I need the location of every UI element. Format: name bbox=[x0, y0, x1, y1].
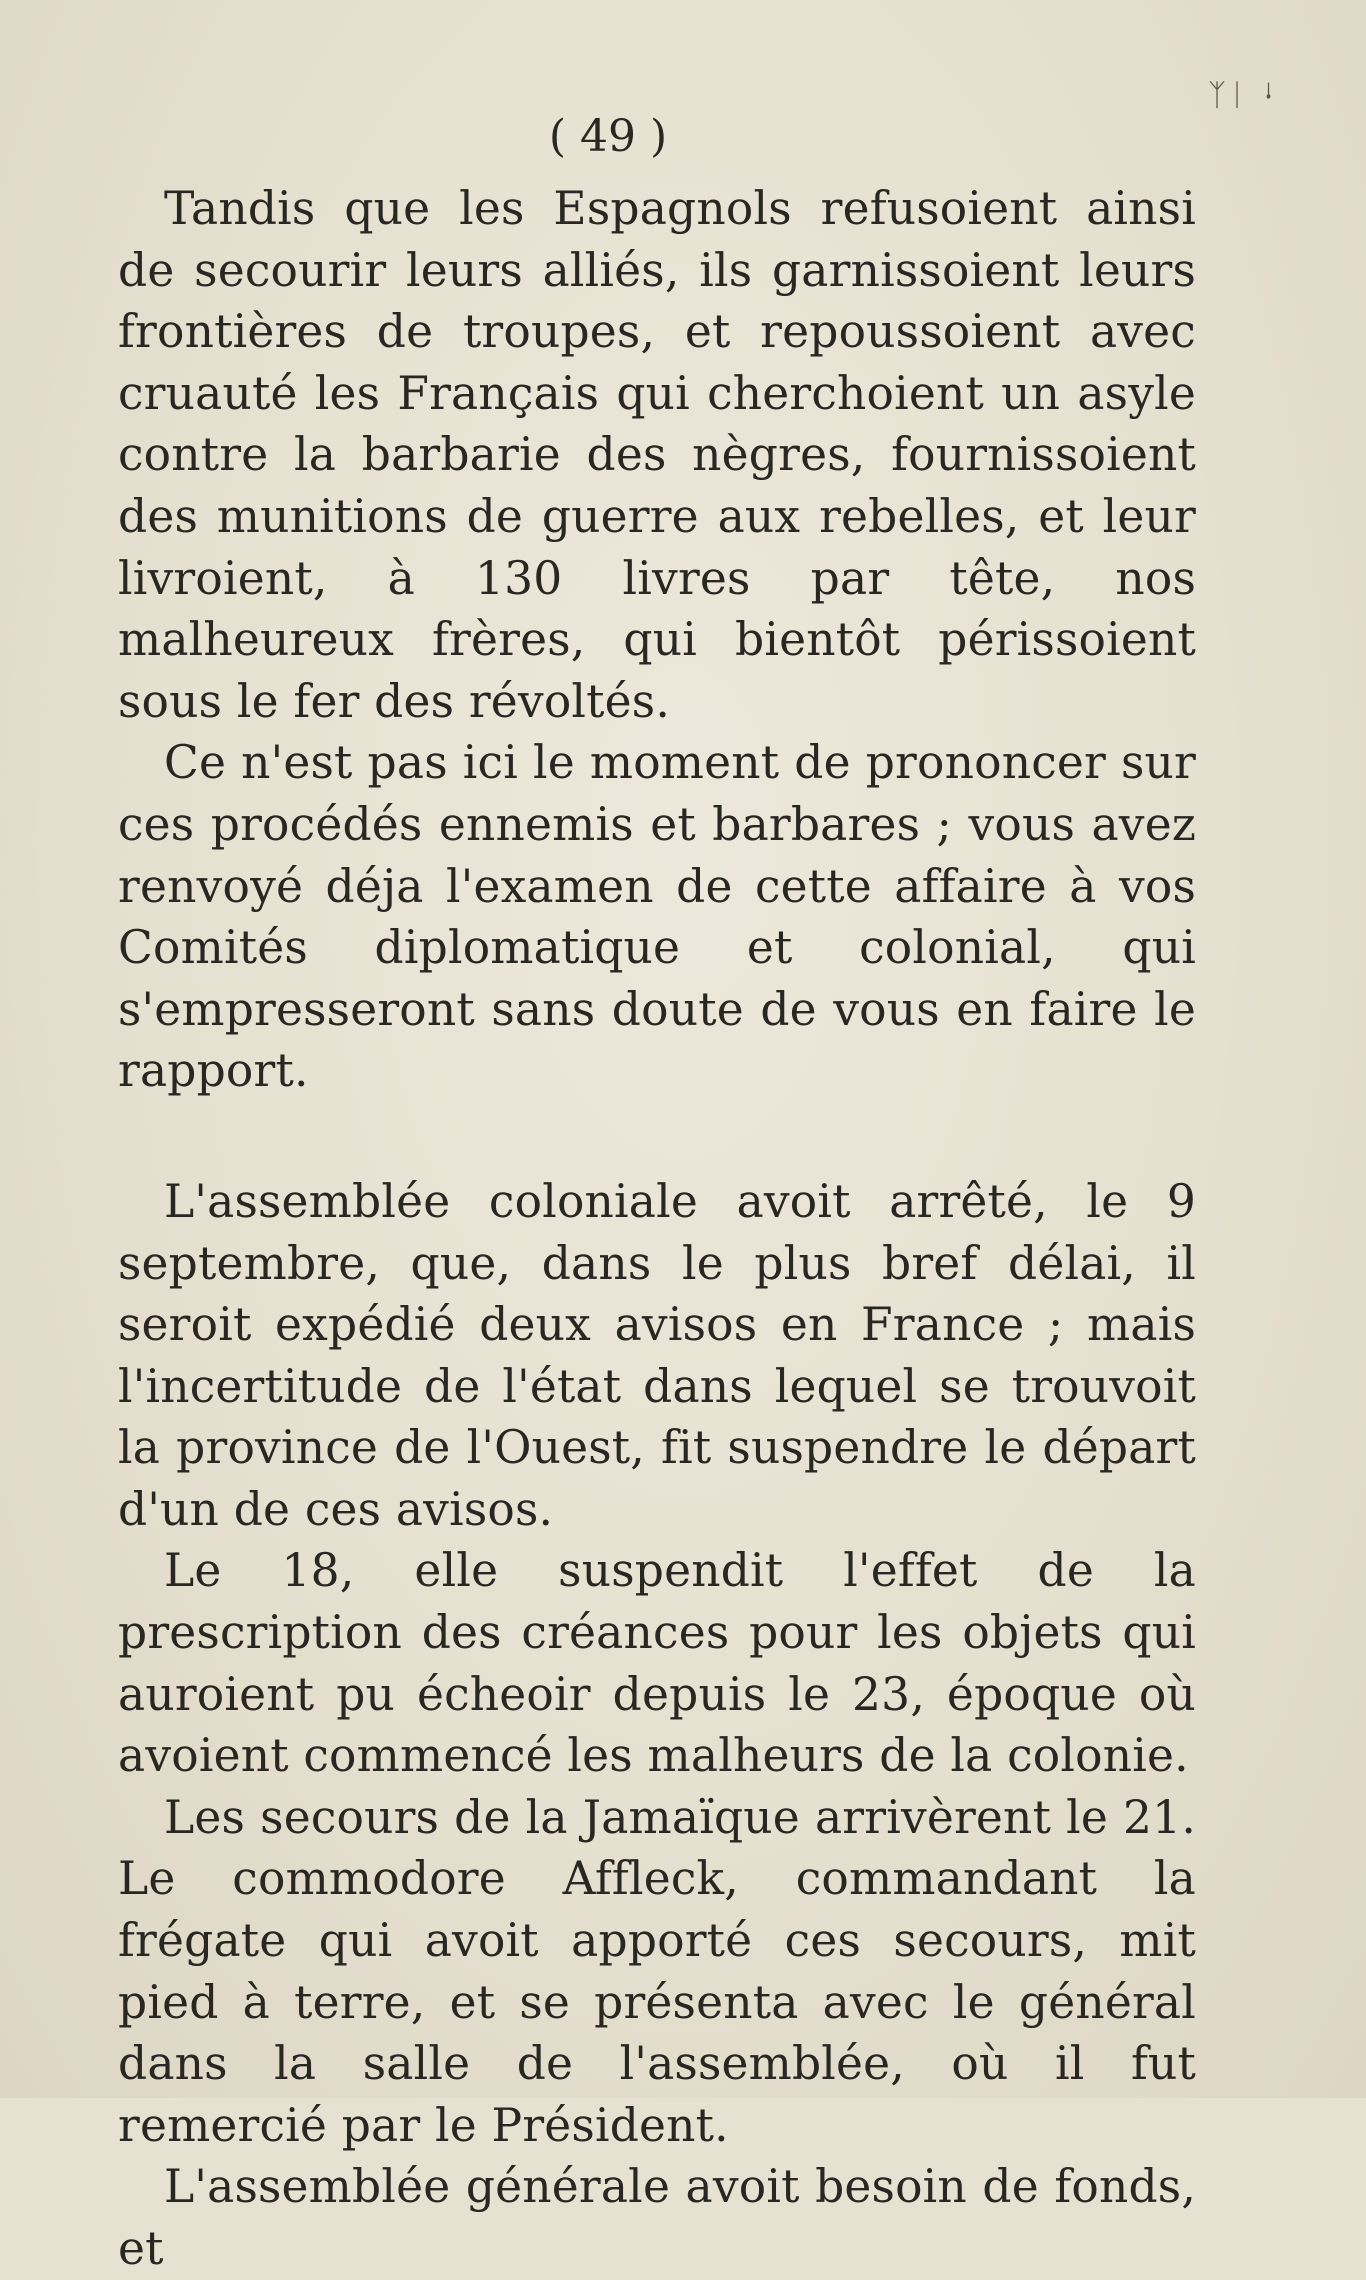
page-number: ( 49 ) bbox=[548, 111, 668, 162]
paragraph-2: Ce n'est pas ici le moment de prononcer sur ces procédés ennemis et barbares ; vous avez renvoyé déja l'examen de cette affaire à vos Comités diplomatique et colonial, qui s'empresseront sans doute de vous en faire le rapport. bbox=[118, 736, 1196, 1098]
paragraph-1: Tandis que les Espagnols refusoient ainsi de secourir leurs alliés, ils garnissoient leurs frontières de troupes, et repoussoient avec cruauté les Français qui cherchoient un asyle contre la barbarie des nègres, fournissoient des munitions de guerre aux rebelles, et leur livroient, à 130 livres par tête, nos malheureux frères, qui bientôt périssoient sous le fer des révoltés. bbox=[118, 182, 1196, 728]
paragraph-3: L'assemblée coloniale avoit arrêté, le 9 septembre, que, dans le plus bref délai, il seroit expédié deux avisos en France ; mais l'incertitude de l'état dans lequel se trouvoit la province de l'Ouest, fit suspendre le départ d'un de ces avisos. bbox=[118, 1174, 1196, 1536]
corner-mark: ᛉᛁ ᛍ bbox=[1208, 78, 1280, 113]
paragraph-4: Le 18, elle suspendit l'effet de la prescription des créances pour les objets qui auroient pu écheoir depuis le 23, époque où avoient commencé les malheurs de la colonie. bbox=[118, 1544, 1196, 1783]
body-text bbox=[118, 178, 1196, 2280]
section-gap bbox=[118, 1102, 1196, 1171]
paragraph-5: Les secours de la Jamaïque arrivèrent le 21. Le commodore Affleck, commandant la frégate qui avoit apporté ces secours, mit pied à terre, et se présenta avec le général dans la salle de l'assemblée, où il fut remercié par le Président. bbox=[118, 1790, 1196, 2152]
paragraph-6: L'assemblée générale avoit besoin de fonds, et bbox=[118, 2160, 1196, 2275]
